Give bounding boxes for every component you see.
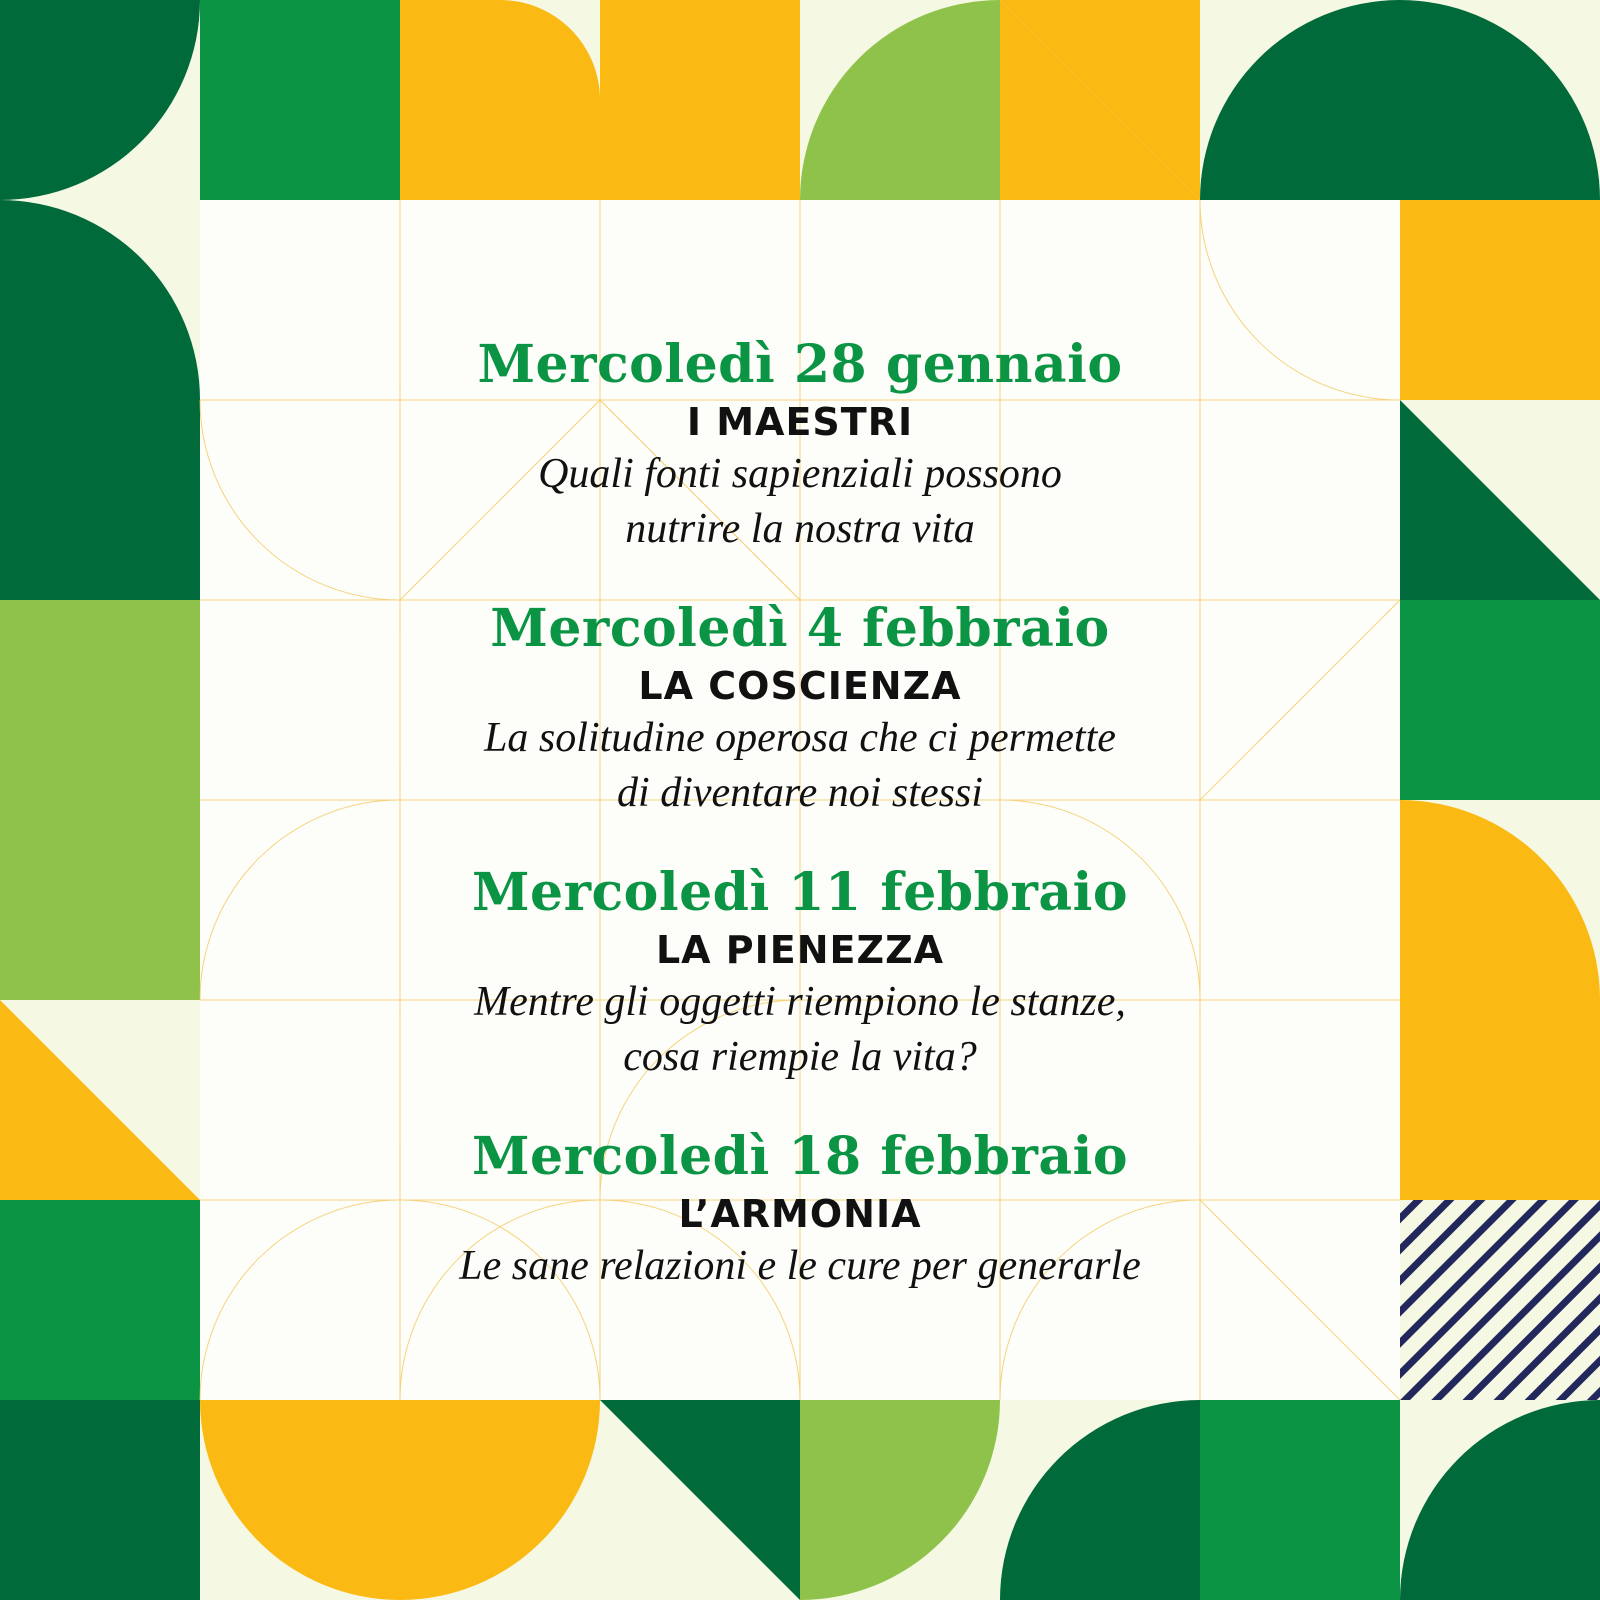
event-description-line: Quali fonti sapienziali possono — [538, 451, 1062, 497]
event-1 — [200, 333, 1400, 557]
event-title: LA COSCIENZA — [638, 664, 962, 708]
event-description-line: Le sane relazioni e le cure per generarle — [459, 1243, 1141, 1289]
event-date: Mercoledì 18 febbraio — [471, 1126, 1129, 1187]
event-description-line: di diventare noi stessi — [617, 770, 983, 816]
event-description-line: cosa riempie la vita? — [623, 1034, 977, 1080]
event-4 — [200, 1125, 1400, 1294]
shape-quarter-bl — [0, 1400, 200, 1600]
shape-square-yellow-right — [1400, 200, 1600, 400]
event-date: Mercoledì 28 gennaio — [477, 334, 1123, 395]
event-title: I MAESTRI — [686, 400, 914, 444]
event-2 — [200, 597, 1400, 821]
shape-half-yellow — [400, 0, 600, 200]
event-3 — [200, 861, 1400, 1085]
event-description-line: Mentre gli oggetti riempiono le stanze, — [474, 979, 1126, 1025]
event-description-line: La solitudine operosa che ci permette — [484, 715, 1116, 761]
shape-square-green — [200, 0, 400, 200]
event-description-line: nutrire la nostra vita — [625, 506, 975, 552]
event-date: Mercoledì 11 febbraio — [471, 862, 1129, 923]
event-title: LA PIENEZZA — [655, 928, 945, 972]
event-date: Mercoledì 4 febbraio — [490, 598, 1110, 659]
shape-striped-square — [1400, 1200, 1600, 1400]
shape-half-lightgreen — [0, 600, 200, 800]
event-list — [200, 200, 1400, 1400]
event-title: L’ARMONIA — [678, 1192, 922, 1236]
